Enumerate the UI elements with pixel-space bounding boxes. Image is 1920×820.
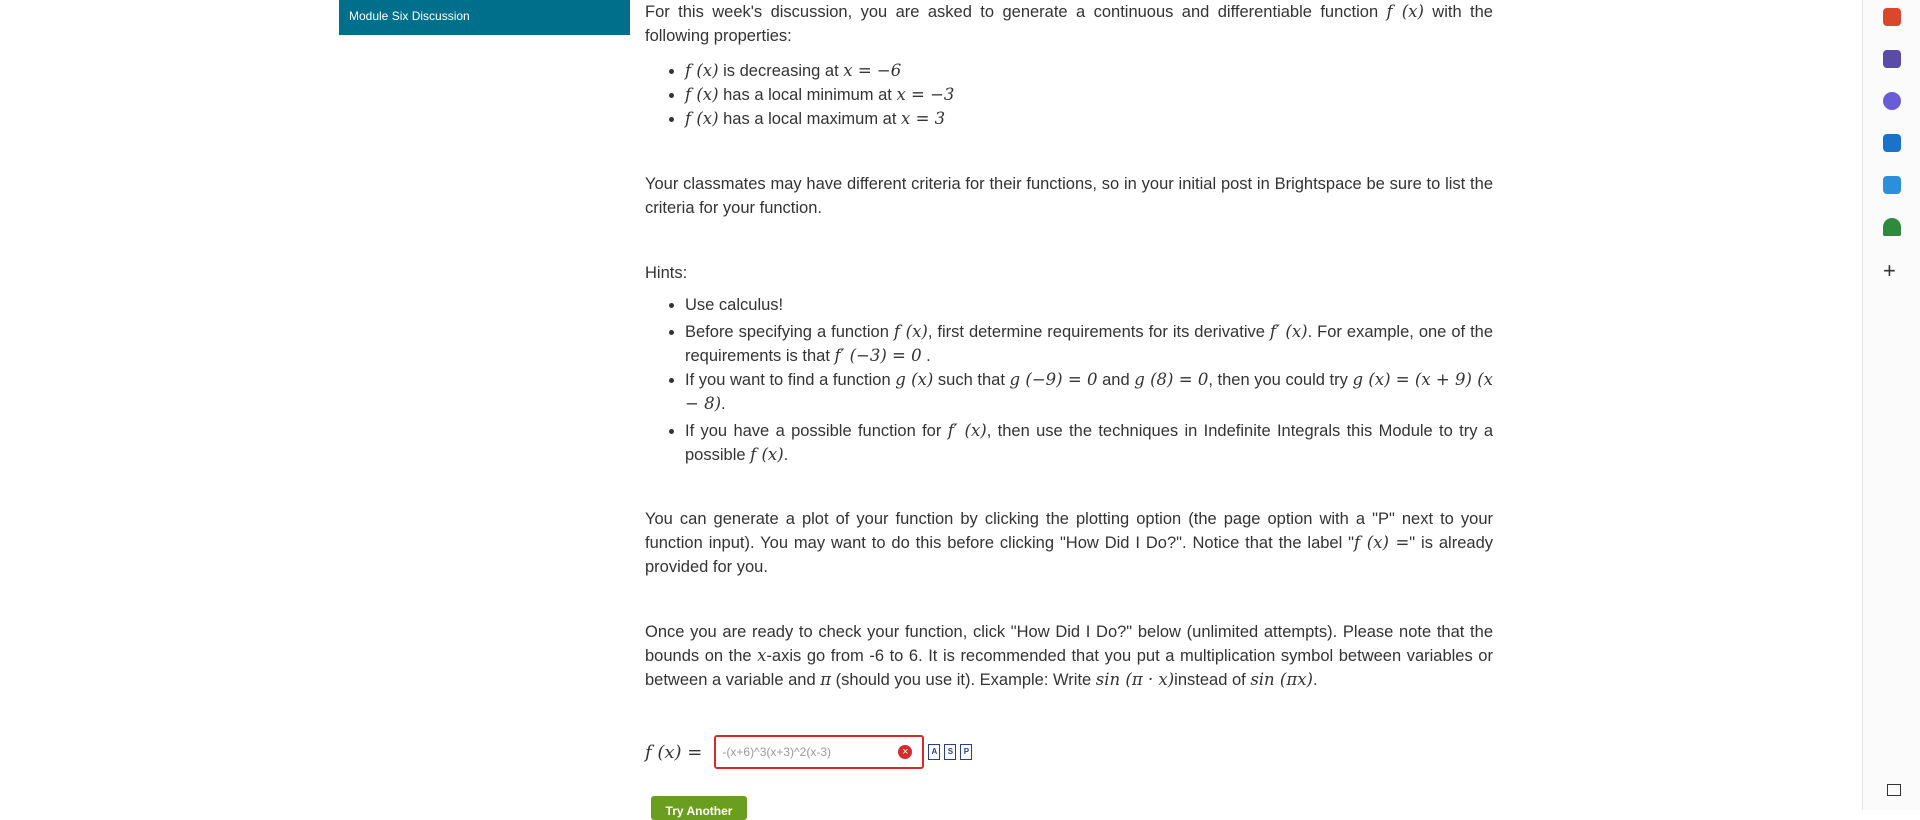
check-paragraph: Once you are ready to check your function, click "How Did I Do?" below (unlimited attempts). Please note that the bounds on the x-axis go from -6 to 6. It is recommended that you put a multiplication symbol between variables or between a variable and π (should you use it). Example: Write sin (π · x)instead of sin (πx).: [645, 623, 1493, 689]
answer-row: [645, 733, 972, 771]
properties-list: [645, 59, 1493, 131]
sidebar-item-module-six-discussion[interactable]: [339, 0, 630, 35]
hints-heading: Hints:: [645, 264, 688, 282]
answer-label: f (x) =: [645, 741, 703, 763]
briefcase-icon[interactable]: [1883, 8, 1901, 26]
syntax-page-icon[interactable]: S: [944, 744, 956, 760]
hints-list: [645, 293, 1493, 467]
copilot-icon[interactable]: [1883, 92, 1901, 110]
sidebar-toggle-icon[interactable]: [1887, 784, 1901, 796]
plot-paragraph: You can generate a plot of your function by clicking the plotting option (the page option with a "P" next to your function input). You may want to do this before clicking "How Did I Do?". Notice that the label "f (x) =" is already provided for you.: [645, 510, 1493, 576]
answer-box[interactable]: [714, 735, 924, 769]
intro-paragraph: For this week's discussion, you are asked to generate a continuous and differentiable function f (x) with the following properties:: [645, 2, 1493, 45]
try-another-button[interactable]: Try Another: [651, 796, 747, 820]
chess-icon[interactable]: [1883, 50, 1901, 68]
list-item: • If you want to find a function g (x) such that g (−9) = 0 and g (8) = 0, then you could try g (x) = (x + 9) (x − 8).: [685, 368, 1493, 416]
plot-page-icon[interactable]: P: [960, 744, 972, 760]
browser-side-rail: [1862, 0, 1920, 810]
list-item: • Use calculus!: [685, 293, 1493, 317]
list-item: • f (x) has a local maximum at x = 3: [685, 107, 1493, 131]
sidebar-item-label[interactable]: Module Six Discussion: [349, 9, 470, 23]
list-item: • f (x) has a local minimum at x = −3: [685, 83, 1493, 107]
add-icon[interactable]: +: [1883, 258, 1896, 283]
outlook-icon[interactable]: [1883, 134, 1901, 152]
send-icon[interactable]: [1883, 176, 1901, 194]
list-item: • If you have a possible function for f′ (x), then use the techniques in Indefinite Integrals this Module to try a possible f (x).: [685, 419, 1493, 467]
tree-icon[interactable]: [1883, 218, 1901, 236]
discussion-content: [645, 0, 1493, 692]
list-item: • Before specifying a function f (x), first determine requirements for its derivative f′ (x). For example, one of the requirements is that f′ (−3) = 0 .: [685, 320, 1493, 368]
classmates-paragraph: Your classmates may have different criteria for their functions, so in your initial post in Brightspace be sure to list the criteria for your function.: [645, 175, 1493, 217]
preview-page-icon[interactable]: A: [928, 744, 940, 760]
answer-input[interactable]: [720, 744, 892, 760]
error-icon: ×: [898, 745, 912, 759]
list-item: • f (x) is decreasing at x = −6: [685, 59, 1493, 83]
